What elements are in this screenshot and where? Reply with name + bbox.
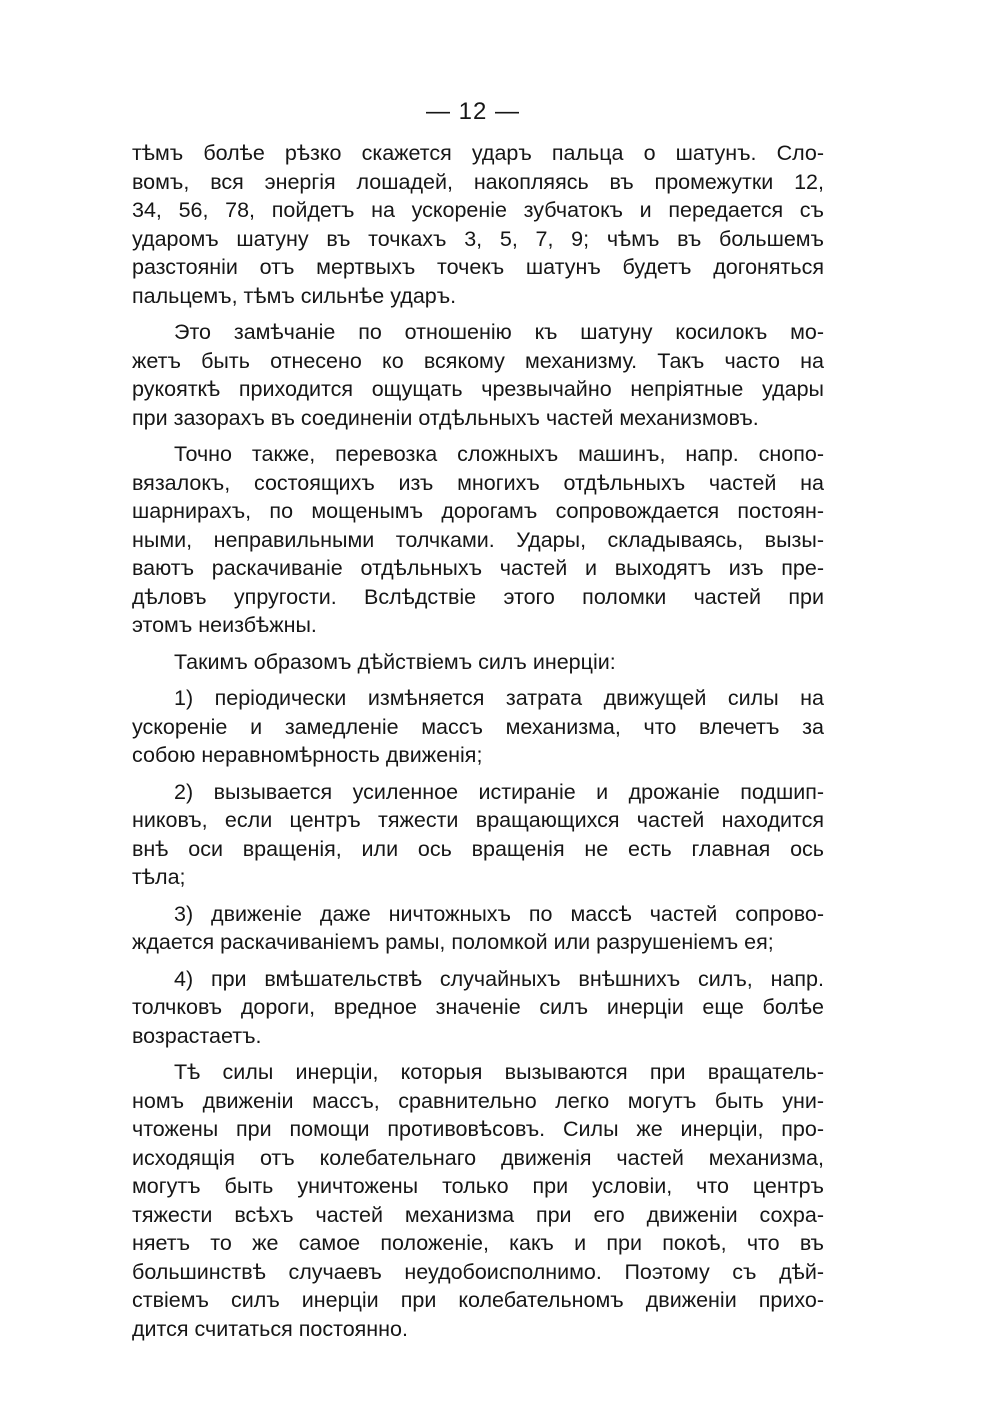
text-line: никовъ, если центръ тяжести вращающихся частей находится	[132, 808, 824, 832]
text-line: пальцемъ, тѣмъ сильнѣе ударъ.	[132, 283, 457, 308]
text-line: 3) движеніе даже ничтожныхъ по массѣ частей сопрово-	[174, 901, 824, 926]
text-line: тяжести всѣхъ частей механизма при его движеніи сохра-	[132, 1202, 824, 1227]
text-line: исходящія отъ колебательнаго движенія частей механизма,	[132, 1145, 824, 1170]
text-line: Точно также, перевозка сложныхъ машинъ, напр. снопо-	[174, 442, 824, 466]
text-line: чтожены при помощи противовѣсовъ. Силы же инерціи, про-	[132, 1117, 824, 1141]
text-line: дится считаться постоянно.	[132, 1316, 408, 1341]
paragraph	[132, 900, 824, 957]
text-line: тѣла;	[132, 865, 186, 889]
paragraph	[132, 139, 824, 310]
text-line: 2) вызывается усиленное истираніе и дрожаніе подшип-	[174, 779, 824, 804]
paragraph	[132, 318, 824, 432]
text-line: номъ движеніи массъ, сравнительно легко могутъ быть уни-	[132, 1088, 824, 1113]
text-line: возрастаетъ.	[132, 1023, 262, 1048]
text-line: большинствѣ случаевъ неудобоисполнимо. Поэтому съ дѣй-	[132, 1259, 824, 1284]
text-line: Тѣ силы инерціи, которыя вызываются при вращатель-	[174, 1060, 824, 1084]
text-line: Такимъ образомъ дѣйствіемъ силъ инерціи:	[174, 649, 616, 674]
text-line: ждается раскачиваніемъ рамы, поломкой или разрушеніемъ ея;	[132, 930, 774, 954]
text-line: ускореніе и замедленіе массъ механизма, что влечетъ за	[132, 714, 824, 739]
text-line: 4) при вмѣшательствѣ случайныхъ внѣшнихъ силъ, напр.	[174, 966, 824, 991]
page-number: — 12 —	[425, 98, 521, 125]
body-text	[132, 139, 824, 1351]
paragraph	[132, 965, 824, 1051]
paragraph	[132, 440, 824, 640]
text-line: шарнирахъ, по мощенымъ дорогамъ сопровождается постоян-	[132, 499, 824, 523]
text-line: 1) періодически измѣняется затрата движущей силы на	[174, 686, 824, 710]
text-line: собою неравномѣрность движенія;	[132, 743, 483, 767]
text-line: рукояткѣ приходится ощущать чрезвычайно непріятные удары	[132, 377, 824, 401]
text-line: вязалокъ, состоящихъ изъ многихъ отдѣльныхъ частей на	[132, 470, 824, 495]
paragraph	[132, 778, 824, 892]
text-line: этомъ неизбѣжны.	[132, 613, 317, 637]
text-line: толчковъ дороги, вредное значеніе силъ инерціи еще болѣе	[132, 995, 824, 1019]
paragraph	[132, 684, 824, 770]
text-line: ными, неправильными толчками. Удары, складываясь, вызы-	[132, 527, 824, 552]
text-line: могутъ быть уничтожены только при условіи, что центръ	[132, 1174, 824, 1198]
paragraph	[132, 648, 824, 677]
text-line: дѣловъ упругости. Вслѣдствіе этого поломки частей при	[132, 584, 824, 609]
text-line: ствіемъ силъ инерціи при колебательномъ движеніи прихо-	[132, 1288, 824, 1312]
text-line: жетъ быть отнесено ко всякому механизму. Такъ часто на	[132, 348, 824, 373]
text-line: Это замѣчаніе по отношенію къ шатуну косилокъ мо-	[174, 320, 824, 344]
text-line: разстояніи отъ мертвыхъ точекъ шатунъ будетъ догоняться	[132, 255, 824, 279]
text-line: ударомъ шатуну въ точкахъ 3, 5, 7, 9; чѣмъ въ большемъ	[132, 226, 824, 251]
paragraph	[132, 1058, 824, 1343]
text-line: тѣмъ болѣе рѣзко скажется ударъ пальца о шатунъ. Сло-	[132, 141, 824, 165]
text-line: ваютъ раскачиваніе отдѣльныхъ частей и выходятъ изъ пре-	[132, 556, 824, 580]
text-line: вомъ, вся энергія лошадей, накопляясь въ промежутки 12,	[132, 169, 824, 194]
text-line: при зазорахъ въ соединеніи отдѣльныхъ частей механизмовъ.	[132, 405, 759, 430]
text-line: внѣ оси вращенія, или ось вращенія не есть главная ось	[132, 836, 824, 861]
text-line: няетъ то же самое положеніе, какъ и при покоѣ, что въ	[132, 1231, 824, 1255]
text-line: 34, 56, 78, пойдетъ на ускореніе зубчатокъ и передается съ	[132, 198, 824, 222]
